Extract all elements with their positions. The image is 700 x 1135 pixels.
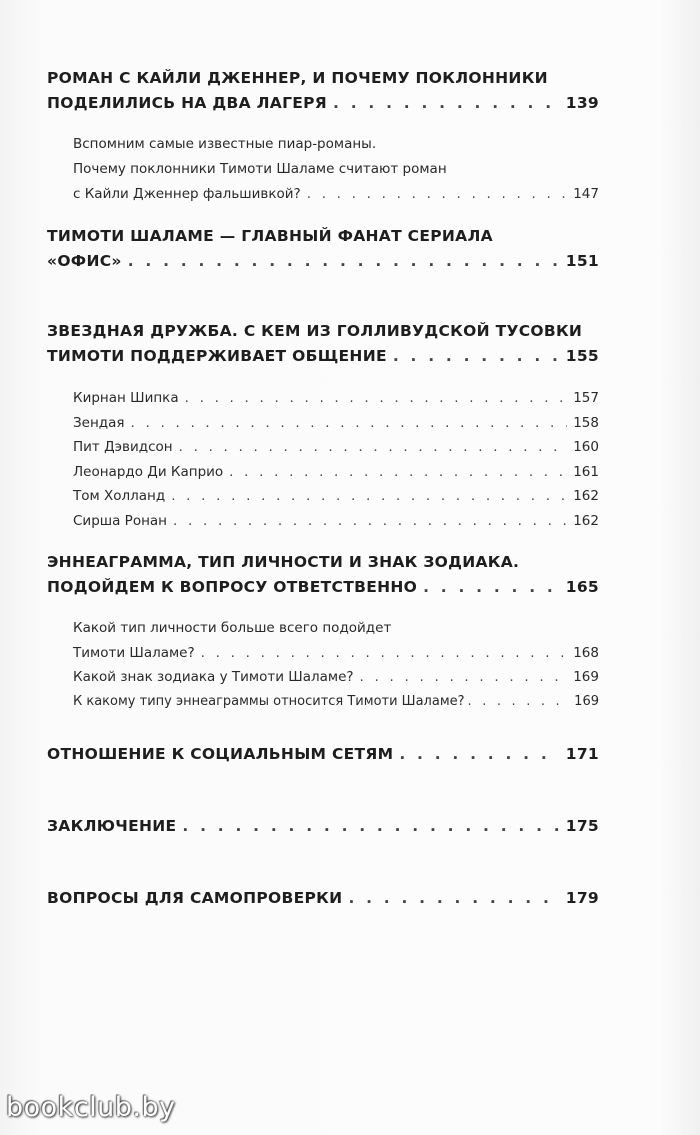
subsection-title: с Кайли Дженнер фальшивкой? — [73, 186, 301, 202]
subsection-title: Кирнан Шипка — [73, 390, 179, 406]
toc-subsections — [47, 616, 599, 714]
leader-dots — [399, 742, 559, 767]
leader-dots — [179, 435, 568, 460]
chapter-title-line: ВОПРОСЫ ДЛЯ САМОПРОВЕРКИ — [47, 889, 343, 907]
toc-subsections — [47, 386, 599, 533]
chapter-title-row — [47, 886, 599, 911]
chapter-title-line: ПОДОЙДЕМ К ВОПРОСУ ОТВЕТСТВЕННО — [47, 578, 418, 596]
leader-dots — [201, 641, 568, 666]
page-number: 165 — [565, 578, 599, 596]
leader-dots — [131, 411, 568, 436]
subsection-line: Вспомним самые известные пиар-романы. — [73, 136, 377, 152]
toc-chapter — [47, 66, 599, 116]
page-number: 171 — [565, 745, 599, 763]
page-number: 158 — [573, 414, 599, 431]
chapter-title-line: ЭННЕАГРАММА, ТИП ЛИЧНОСТИ И ЗНАК ЗОДИАКА. — [47, 553, 520, 571]
chapter-title-row — [47, 814, 599, 839]
subsection-line: Какой тип личности больше всего подойдет — [73, 620, 392, 636]
site-watermark: bookclub.by — [6, 1092, 176, 1123]
subsection-title: Какой знак зодиака у Тимоти Шаламе? — [73, 669, 354, 685]
page-number: 179 — [565, 889, 599, 907]
toc-chapter — [47, 550, 599, 600]
leader-dots — [128, 249, 560, 274]
chapter-title-line: «ОФИС» — [47, 252, 122, 270]
page-number: 160 — [573, 439, 599, 455]
leader-dots — [182, 814, 559, 839]
page-number: 162 — [573, 488, 599, 504]
toc-chapter — [47, 886, 599, 911]
chapter-title-row — [47, 249, 599, 274]
chapter-title-line: ПОДЕЛИЛИСЬ НА ДВА ЛАГЕРЯ — [47, 94, 328, 112]
subsection-row — [73, 641, 599, 666]
chapter-title-line: РОМАН С КАЙЛИ ДЖЕННЕР, И ПОЧЕМУ ПОКЛОННИКИ — [47, 69, 548, 87]
page-number: 151 — [565, 252, 599, 270]
subsection-row — [73, 509, 599, 534]
subsection-row — [73, 182, 599, 207]
page-number: 147 — [573, 186, 599, 202]
chapter-title-line: ОТНОШЕНИЕ К СОЦИАЛЬНЫМ СЕТЯМ — [47, 745, 394, 763]
subsection-title: Пит Дэвидсон — [73, 439, 173, 455]
chapter-title-line: ЗВЕЗДНАЯ ДРУЖБА. С КЕМ ИЗ ГОЛЛИВУДСКОЙ ТУСОВКИ — [47, 322, 583, 340]
toc-chapter — [47, 814, 599, 839]
chapter-title-line: ТИМОТИ ШАЛАМЕ — ГЛАВНЫЙ ФАНАТ СЕРИАЛА — [47, 227, 493, 245]
subsection-title: Зендая — [73, 414, 125, 431]
chapter-title-row — [47, 344, 599, 369]
leader-dots — [333, 91, 560, 116]
subsection-row — [73, 665, 599, 690]
leader-dots — [348, 886, 559, 911]
leader-dots — [468, 690, 572, 715]
toc-subsections — [47, 132, 599, 207]
toc-chapter — [47, 319, 599, 369]
subsection-row — [73, 690, 599, 715]
leader-dots — [423, 575, 560, 600]
chapter-title-line: ТИМОТИ ПОДДЕРЖИВАЕТ ОБЩЕНИЕ — [47, 347, 387, 365]
leader-dots — [307, 182, 568, 207]
leader-dots — [393, 344, 560, 369]
chapter-title-row — [47, 742, 599, 767]
subsection-row — [73, 435, 599, 460]
page-number: 139 — [565, 94, 599, 112]
subsection-row — [73, 484, 599, 509]
page-number: 161 — [573, 463, 599, 480]
chapter-title-row — [47, 575, 599, 600]
leader-dots — [229, 460, 567, 485]
subsection-row — [73, 386, 599, 411]
toc-chapter — [47, 742, 599, 767]
subsection-title: Леонардо Ди Каприо — [73, 463, 224, 480]
page-number: 155 — [565, 347, 599, 365]
subsection-line: Почему поклонники Тимоти Шаламе считают роман — [73, 161, 447, 177]
page-number: 162 — [573, 512, 599, 529]
subsection-row — [73, 411, 599, 436]
toc-chapter — [47, 224, 599, 274]
leader-dots — [185, 386, 568, 411]
page-number: 157 — [573, 390, 599, 406]
subsection-title: К какому типу эннеаграммы относится Тимоти Шаламе? — [73, 693, 465, 709]
leader-dots — [171, 484, 567, 509]
subsection-title: Тимоти Шаламе? — [73, 644, 195, 661]
page-number: 169 — [573, 669, 599, 685]
page-number: 175 — [565, 817, 599, 835]
subsection-title: Том Холланд — [73, 488, 166, 504]
leader-dots — [360, 665, 568, 690]
chapter-title-line: ЗАКЛЮЧЕНИЕ — [47, 817, 177, 835]
leader-dots — [173, 509, 567, 534]
subsection-row — [73, 460, 599, 485]
chapter-title-row — [47, 91, 599, 116]
subsection-title: Сирша Ронан — [73, 512, 168, 529]
table-of-contents — [47, 66, 599, 911]
page-number: 169 — [574, 693, 599, 709]
page-number: 168 — [573, 644, 599, 661]
